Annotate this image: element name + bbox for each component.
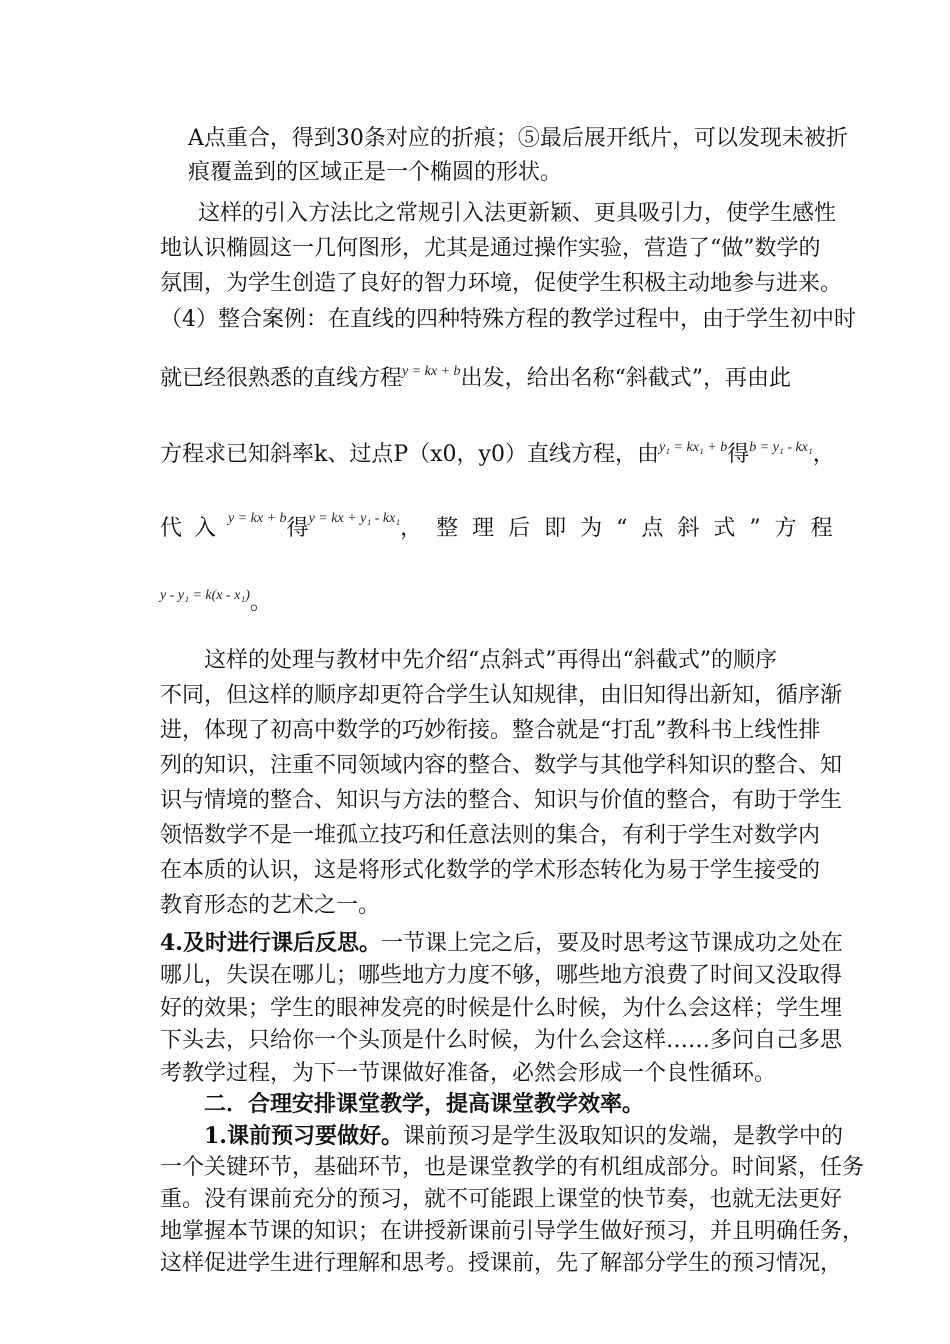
text-span: 出发，给出名称“斜截式”，再由此 — [460, 366, 792, 391]
paragraph-5-line-5: 考教学过程，为下一节课做好准备，必然会形成一个良性循环。 — [160, 1061, 777, 1086]
paragraph-2-line-2: 地认识椭圆这一几何图形，尤其是通过操作实验，营造了“做”数学的 — [160, 236, 821, 261]
equation-intercept-solved: b = y₁ - kx₁ — [749, 440, 813, 455]
paragraph-4-line-8: 教育形态的艺术之一。 — [160, 893, 381, 918]
equation-slope-intercept-2: y = kx + b — [228, 511, 287, 526]
paragraph-1-line-2: 痕覆盖到的区域正是一个椭圆的形状。 — [188, 160, 563, 185]
paragraph-3-line-1: （4）整合案例：在直线的四种特殊方程的教学过程中，由于学生初中时 — [160, 307, 856, 332]
paragraph-2-line-3: 氛围，为学生创造了良好的智力环境，促使学生积极主动地参与进来。 — [160, 271, 843, 296]
text-span: 。 — [249, 590, 272, 615]
paragraph-6-line-1 — [204, 1121, 843, 1152]
paragraph-2-line-1: 这样的引入方法比之常规引入法更新颖、更具吸引力，使学生感性 — [198, 201, 837, 226]
paragraph-6-line-3: 重。没有课前充分的预习，就不可能跟上课堂的快节奏，也就无法更好 — [160, 1187, 843, 1212]
equation-point-substitution: y₁ = kx₁ + b — [658, 440, 728, 455]
paragraph-4-line-1: 这样的处理与教材中先介绍“点斜式”再得出“斜截式”的顺序 — [204, 648, 777, 673]
paragraph-1-line-1: A点重合，得到30条对应的折痕；⑤最后展开纸片，可以发现未被折 — [188, 126, 848, 151]
paragraph-4-line-3: 进，体现了初高中数学的巧妙衔接。整合就是“打乱”教科书上线性排 — [160, 718, 821, 743]
paragraph-5-line-3: 好的效果；学生的眼神发亮的时候是什么时候，为什么会这样；学生埋 — [160, 996, 843, 1021]
preview-heading: 1.课前预习要做好。 — [204, 1123, 403, 1149]
text-span: 代入 — [160, 516, 229, 541]
paragraph-3-line-3 — [160, 440, 835, 473]
text-span: 一节课上完之后，要及时思考这节课成功之处在 — [380, 931, 843, 956]
paragraph-3-line-2 — [160, 364, 791, 397]
paragraph-6-line-2: 一个关键环节，基础环节，也是课堂教学的有机组成部分。时间紧，任务 — [160, 1155, 865, 1180]
paragraph-4-line-7: 在本质的认识，这是将形式化数学的学术形态转化为易于学生接受的 — [160, 858, 821, 883]
paragraph-4-line-5: 识与情境的整合、知识与方法的整合、知识与价值的整合，有助于学生 — [160, 788, 843, 813]
paragraph-4-line-4: 列的知识，注重不同领域内容的整合、数学与其他学科知识的整合、知 — [160, 753, 843, 778]
paragraph-6-line-4: 地掌握本节课的知识；在讲授新课前引导学生做好预习，并且明确任务， — [160, 1219, 865, 1244]
equation-substituted: y = kx + y₁ - kx₁ — [308, 511, 401, 526]
text-span: ， — [812, 442, 835, 467]
equation-slope-intercept: y = kx + b — [402, 364, 461, 379]
section-4-heading: 4.及时进行课后反思。 — [160, 930, 381, 956]
text-span: 方程求已知斜率k、过点P（x0，y0）直线方程，由 — [160, 442, 659, 467]
text-span: 就已经很熟悉的直线方程 — [160, 366, 403, 391]
equation-point-slope: y - y₁ = k(x - x₁) — [160, 588, 250, 603]
paragraph-3-line-4 — [160, 511, 847, 544]
paragraph-6-line-5: 这样促进学生进行理解和思考。授课前，先了解部分学生的预习情况， — [160, 1251, 843, 1276]
paragraph-5-line-1 — [160, 928, 843, 959]
paragraph-4-line-6: 领悟数学不是一堆孤立技巧和任意法则的集合，有利于学生对数学内 — [160, 823, 821, 848]
paragraph-4-line-2: 不同，但这样的顺序却更符合学生认知规律，由旧知得出新知，循序渐 — [160, 683, 843, 708]
text-span: 得 — [727, 442, 750, 467]
paragraph-3-line-5 — [160, 588, 272, 621]
paragraph-5-line-2: 哪儿，失误在哪儿；哪些地方力度不够，哪些地方浪费了时间又没取得 — [160, 963, 843, 988]
text-span: 得 — [286, 516, 309, 541]
paragraph-5-line-4: 下头去，只给你一个头顶是什么时候，为什么会这样……多问自己多思 — [160, 1028, 843, 1053]
text-span: ，整理后即为“点斜式”方程 — [400, 516, 847, 541]
text-span: 课前预习是学生汲取知识的发端，是教学中的 — [402, 1124, 843, 1149]
section-2-heading: 二．合理安排课堂教学，提高课堂教学效率。 — [204, 1091, 645, 1117]
